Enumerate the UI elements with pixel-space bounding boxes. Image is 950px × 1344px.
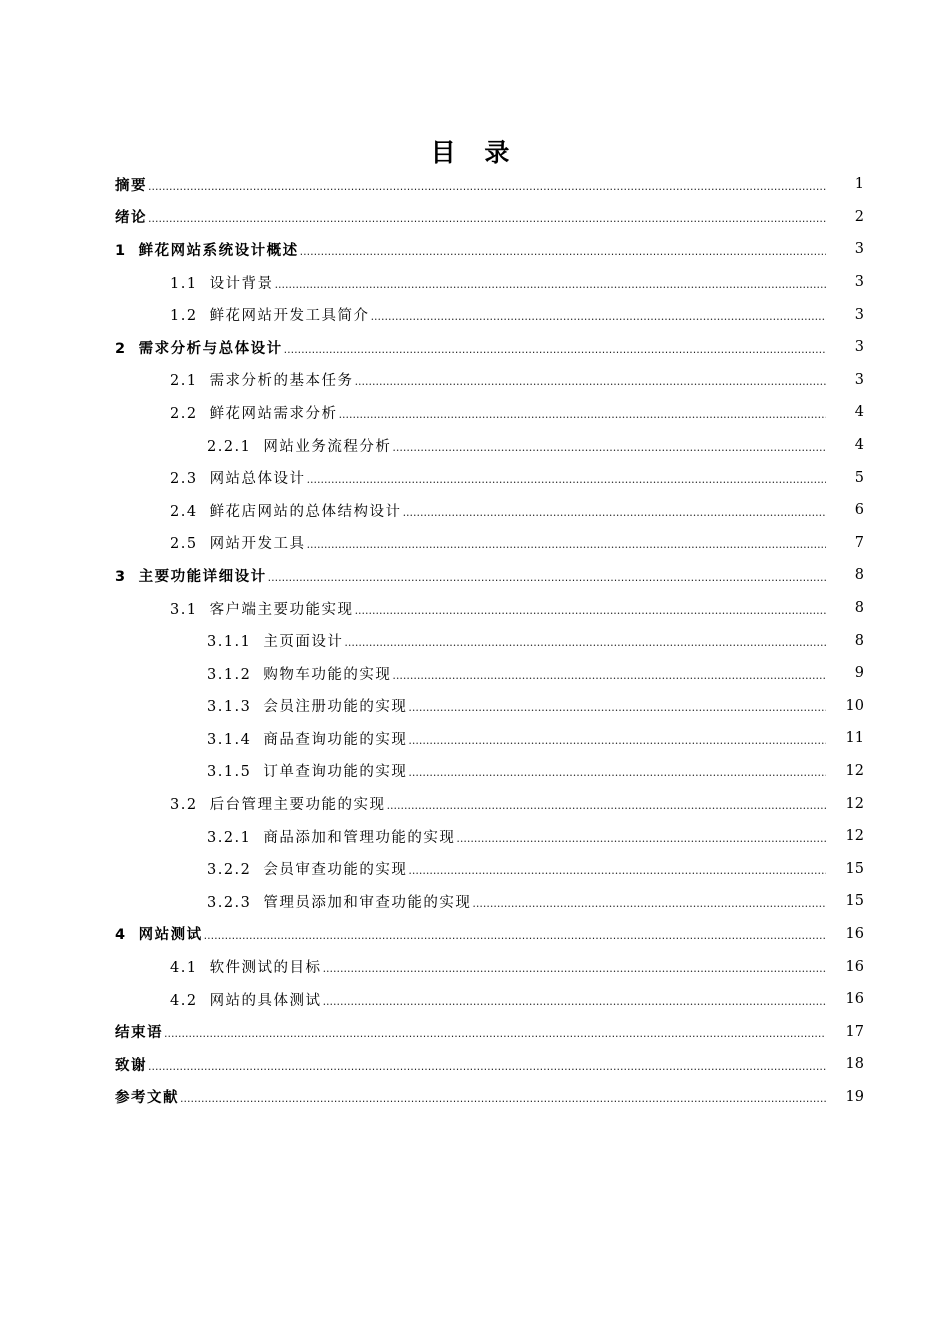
toc-entry-label: 软件测试的目标 — [209, 960, 322, 977]
toc-dot-leader — [456, 832, 826, 845]
toc-entry[interactable] — [0, 168, 950, 201]
toc-entry-number: 3.1.2 — [207, 666, 252, 683]
toc-entry-text — [115, 239, 826, 260]
toc-page-number: 11 — [845, 730, 864, 747]
toc-page-number: 5 — [854, 469, 864, 486]
toc-dot-leader — [355, 375, 826, 388]
toc-entry-text — [207, 760, 826, 781]
toc-entry-text — [170, 598, 826, 619]
toc-entry-number: 2.2.1 — [207, 438, 252, 455]
toc-entry-number: 2.1 — [170, 373, 198, 390]
toc-page-number: 3 — [854, 274, 864, 291]
toc-entry[interactable] — [0, 755, 950, 788]
toc-dot-leader — [164, 1027, 826, 1040]
toc-page-number: 16 — [845, 991, 864, 1008]
toc-entry[interactable] — [0, 787, 950, 820]
toc-page-number: 18 — [845, 1056, 864, 1073]
toc-entry[interactable] — [0, 820, 950, 853]
toc-entry-text — [170, 532, 826, 553]
toc-page-number: 3 — [854, 371, 864, 388]
toc-dot-leader — [268, 571, 826, 584]
toc-page-number: 4 — [854, 404, 864, 421]
toc-entry[interactable] — [0, 852, 950, 885]
toc-dot-leader — [408, 766, 826, 779]
toc-dot-leader — [284, 343, 826, 356]
toc-entry[interactable] — [0, 364, 950, 397]
toc-dot-leader — [204, 929, 826, 942]
toc-dot-leader — [408, 734, 826, 747]
toc-page-number: 16 — [845, 925, 864, 942]
toc-entry[interactable] — [0, 885, 950, 918]
toc-entry[interactable] — [0, 266, 950, 299]
toc-entry-text — [115, 923, 826, 944]
toc-entry-text — [207, 695, 826, 716]
toc-entry[interactable] — [0, 298, 950, 331]
toc-page-number: 8 — [854, 600, 864, 617]
toc-dot-leader — [392, 669, 826, 682]
toc-entry[interactable] — [0, 983, 950, 1016]
toc-entry[interactable] — [0, 331, 950, 364]
toc-page-number: 15 — [845, 860, 864, 877]
toc-entry-label: 购物车功能的实现 — [263, 666, 392, 683]
toc-entry[interactable] — [0, 1081, 950, 1114]
toc-dot-leader — [344, 636, 826, 649]
toc-entry-label: 设计背景 — [209, 275, 274, 292]
toc-entry[interactable] — [0, 461, 950, 494]
toc-entry-label: 结束语 — [115, 1025, 163, 1042]
toc-entry[interactable] — [0, 918, 950, 951]
toc-entry-label: 会员注册功能的实现 — [263, 699, 408, 716]
toc-page-number: 12 — [845, 762, 864, 779]
toc-entry-label: 客户端主要功能实现 — [209, 601, 354, 618]
toc-entry-text — [207, 891, 826, 912]
toc-entry-label: 商品查询功能的实现 — [263, 731, 408, 748]
toc-entry-text — [170, 402, 826, 423]
toc-page-number: 17 — [845, 1023, 864, 1040]
toc-page-number: 15 — [845, 893, 864, 910]
toc-entry-number: 3.2.2 — [207, 862, 252, 879]
toc-dot-leader — [371, 310, 826, 323]
toc-page-number: 4 — [854, 437, 864, 454]
toc-entry-label: 网站总体设计 — [209, 471, 306, 488]
toc-entry[interactable] — [0, 690, 950, 723]
toc-page-number: 3 — [854, 339, 864, 356]
toc-entry-label: 鲜花网站开发工具简介 — [209, 308, 370, 325]
toc-page-number: 10 — [845, 697, 864, 714]
toc-entry-text — [170, 272, 826, 293]
page-title: 目 录 — [430, 138, 520, 167]
toc-entry[interactable] — [0, 722, 950, 755]
toc-entry-label: 订单查询功能的实现 — [263, 764, 408, 781]
toc-page-number: 3 — [854, 241, 864, 258]
toc-page-number: 8 — [854, 567, 864, 584]
toc-entry-label: 需求分析与总体设计 — [138, 340, 283, 357]
toc-entry-label: 网站的具体测试 — [209, 992, 322, 1009]
toc-entry-label: 主页面设计 — [263, 634, 344, 651]
toc-entry-number: 2.2 — [170, 405, 198, 422]
toc-entry-number: 1.1 — [170, 275, 198, 292]
toc-entry[interactable] — [0, 950, 950, 983]
toc-entry[interactable] — [0, 1048, 950, 1081]
toc-entry-label: 需求分析的基本任务 — [209, 373, 354, 390]
toc-entry-text — [170, 304, 826, 325]
toc-page-number: 7 — [854, 534, 864, 551]
toc-entry-number: 1.2 — [170, 308, 198, 325]
toc-dot-leader — [408, 864, 826, 877]
toc-entry-number: 3.1.3 — [207, 699, 252, 716]
toc-dot-leader — [307, 473, 826, 486]
toc-entry-text — [115, 565, 826, 586]
toc-dot-leader — [403, 506, 826, 519]
toc-entry-number: 2.4 — [170, 503, 198, 520]
toc-dot-leader — [307, 538, 826, 551]
toc-entry-label: 鲜花店网站的总体结构设计 — [209, 503, 402, 520]
toc-entry-number: 4.1 — [170, 960, 198, 977]
toc-entry[interactable] — [0, 1015, 950, 1048]
toc-entry-text — [170, 467, 826, 488]
toc-page-number: 1 — [854, 176, 864, 193]
toc-entry-number: 3.1 — [170, 601, 198, 618]
toc-page-number: 9 — [854, 665, 864, 682]
toc-entry[interactable] — [0, 559, 950, 592]
toc-entry-text — [115, 1054, 826, 1075]
toc-dot-leader — [355, 604, 826, 617]
toc-dot-leader — [180, 1092, 826, 1105]
toc-dot-leader — [339, 408, 826, 421]
toc-dot-leader — [392, 441, 826, 454]
toc-entry-label: 网站业务流程分析 — [263, 438, 392, 455]
toc-entry-text — [170, 956, 826, 977]
toc-entry[interactable] — [0, 527, 950, 560]
toc-entry[interactable] — [0, 201, 950, 234]
toc-entry-text — [170, 500, 826, 521]
toc-entry-number: 3.1.1 — [207, 634, 252, 651]
toc-entry-number: 3.2.1 — [207, 829, 252, 846]
toc-entry-text — [207, 728, 826, 749]
toc-dot-leader — [275, 278, 826, 291]
toc-page-number: 19 — [845, 1088, 864, 1105]
toc-entry-number: 3.2.3 — [207, 894, 252, 911]
toc-entry-text — [170, 989, 826, 1010]
toc-entry[interactable] — [0, 624, 950, 657]
toc-entry-text — [207, 663, 826, 684]
toc-entry-number: 3.1.5 — [207, 764, 252, 781]
toc-dot-leader — [408, 701, 826, 714]
toc-entry[interactable] — [0, 429, 950, 462]
toc-page-number: 12 — [845, 795, 864, 812]
toc-entry-label: 后台管理主要功能的实现 — [209, 797, 386, 814]
toc-dot-leader — [148, 180, 826, 193]
toc-page-number: 8 — [854, 632, 864, 649]
toc-entry-label: 网站开发工具 — [209, 536, 306, 553]
toc-entry-number: 1 — [115, 242, 127, 259]
toc-entry-label: 管理员添加和审查功能的实现 — [263, 894, 472, 911]
toc-entry-label: 致谢 — [115, 1057, 147, 1074]
toc-entry-label: 会员审查功能的实现 — [263, 862, 408, 879]
toc-entry-text — [170, 793, 826, 814]
toc-entry-text — [115, 1086, 826, 1107]
toc-dot-leader — [472, 897, 826, 910]
toc-dot-leader — [387, 799, 826, 812]
toc-entry[interactable] — [0, 494, 950, 527]
toc-entry-label: 鲜花网站需求分析 — [209, 405, 338, 422]
toc-entry-label: 主要功能详细设计 — [138, 568, 267, 585]
toc-entry-number: 2 — [115, 340, 127, 357]
toc-page-number: 12 — [845, 828, 864, 845]
toc-entry-text — [207, 858, 826, 879]
toc-dot-leader — [323, 962, 826, 975]
toc-entry[interactable] — [0, 657, 950, 690]
toc-dot-leader — [323, 995, 826, 1008]
toc-entry-text — [115, 337, 826, 358]
toc-entry-label: 网站测试 — [138, 927, 203, 944]
toc-page-number: 16 — [845, 958, 864, 975]
toc-entry-label: 商品添加和管理功能的实现 — [263, 829, 456, 846]
toc-entry[interactable] — [0, 233, 950, 266]
toc-dot-leader — [148, 212, 826, 225]
toc-entry-number: 4.2 — [170, 992, 198, 1009]
toc-entry-number: 2.3 — [170, 471, 198, 488]
toc-entry[interactable] — [0, 592, 950, 625]
toc-entry-label: 参考文献 — [115, 1090, 179, 1107]
toc-dot-leader — [300, 245, 826, 258]
toc-entry-number: 2.5 — [170, 536, 198, 553]
toc-entry-number: 3 — [115, 568, 127, 585]
toc-entry-number: 3.2 — [170, 797, 198, 814]
toc-entry-text — [115, 174, 826, 195]
toc-entry-label: 绪论 — [115, 210, 147, 227]
toc-entry[interactable] — [0, 396, 950, 429]
toc-page-number: 2 — [854, 208, 864, 225]
toc-entry-text — [207, 826, 826, 847]
toc-page-number: 6 — [854, 502, 864, 519]
toc-entry-number: 3.1.4 — [207, 731, 252, 748]
toc-entry-text — [170, 369, 826, 390]
toc-entry-text — [207, 435, 826, 456]
toc-entry-text — [207, 630, 826, 651]
toc-entry-label: 鲜花网站系统设计概述 — [138, 242, 299, 259]
toc-page-number: 3 — [854, 306, 864, 323]
toc-entry-label: 摘要 — [115, 177, 147, 194]
toc-dot-leader — [148, 1060, 826, 1073]
toc-entry-number: 4 — [115, 927, 127, 944]
toc-entry-text — [115, 206, 826, 227]
toc-entry-text — [115, 1021, 826, 1042]
table-of-contents — [0, 168, 950, 1113]
